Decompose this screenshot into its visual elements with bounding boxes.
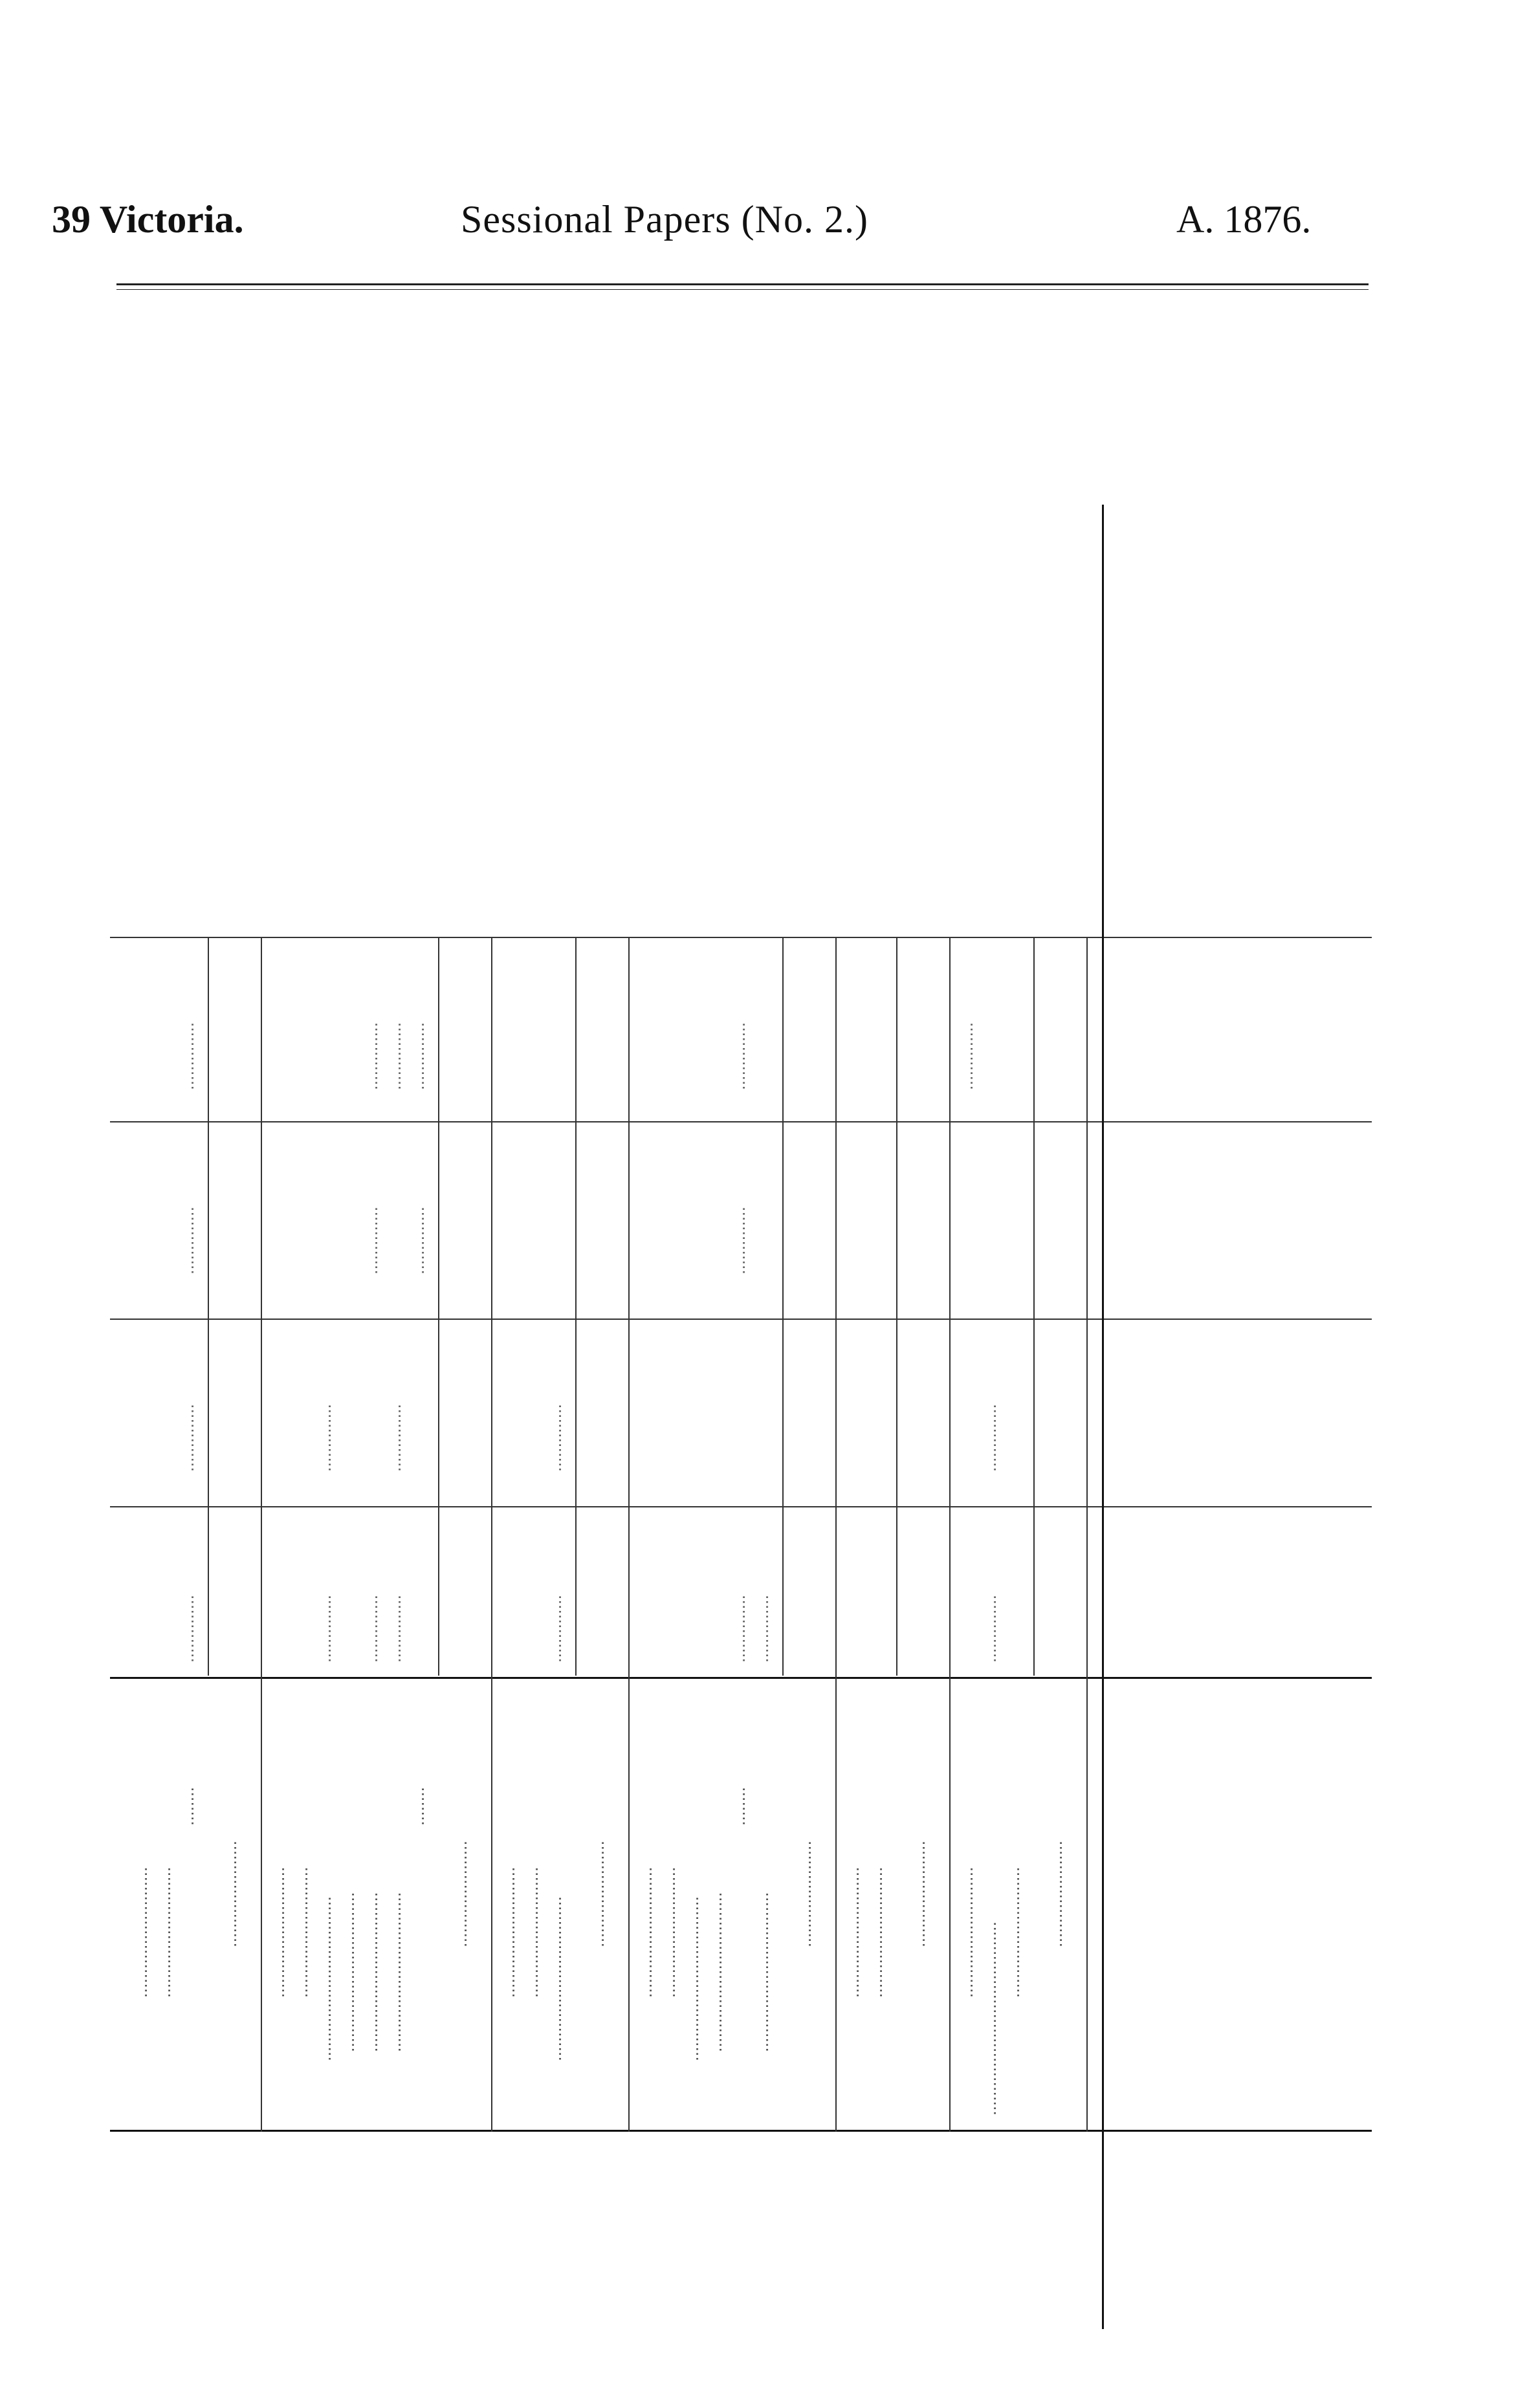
dot-leader: ........................... xyxy=(269,1866,288,1998)
header-title: Sessional Papers (No. 2.) xyxy=(461,198,868,241)
dot-leader: .................................. xyxy=(315,1896,335,2061)
dot-leader: ...................... xyxy=(909,1840,929,1947)
empty-cell-leader: .............. xyxy=(385,1403,404,1472)
dot-leader: ........................... xyxy=(131,1866,151,1998)
section-rule xyxy=(261,938,262,2132)
empty-cell-leader: .............. xyxy=(729,1206,749,1275)
dot-leader: ...................... xyxy=(795,1840,815,1947)
empty-cell-leader: .............. xyxy=(315,1594,335,1663)
subtotal-rule xyxy=(575,938,577,1676)
empty-cell-leader: .............. xyxy=(753,1594,772,1663)
empty-cell-leader: .............. xyxy=(362,1206,381,1275)
dot-leader: ................................. xyxy=(753,1892,772,2052)
dot-leader: ........................... xyxy=(866,1866,886,1998)
empty-cell-leader: .............. xyxy=(957,1022,976,1090)
dot-leader: ........ xyxy=(729,1786,749,1826)
section-rule xyxy=(1086,938,1088,2132)
empty-cell-leader: .............. xyxy=(178,1206,197,1275)
dot-leader: ........................................ xyxy=(980,1921,1000,2116)
empty-cell-leader: .............. xyxy=(178,1403,197,1472)
subtotal-rule xyxy=(438,938,439,1676)
empty-cell-leader: .............. xyxy=(178,1022,197,1090)
dot-leader: ........................... xyxy=(499,1866,518,1998)
dot-leader: ........................... xyxy=(659,1866,679,1998)
empty-cell-leader: .............. xyxy=(729,1594,749,1663)
dot-leader: ................................. xyxy=(706,1892,725,2052)
section-rule xyxy=(949,938,951,2132)
import-statistics-table xyxy=(94,505,1388,2329)
dot-leader: ...................... xyxy=(451,1840,470,1947)
column-rule xyxy=(110,1319,1372,1320)
column-rule xyxy=(110,1506,1372,1507)
header-year: A. 1876. xyxy=(1176,198,1312,241)
header-rule-thin xyxy=(116,289,1369,290)
dot-leader: .................................. xyxy=(545,1896,565,2061)
dot-leader: ........................... xyxy=(292,1866,311,1998)
dot-leader: ........................... xyxy=(1004,1866,1023,1998)
dot-leader: ................................. xyxy=(385,1892,404,2052)
table-left-rule xyxy=(110,2130,1372,2132)
column-rule xyxy=(110,1121,1372,1122)
empty-cell-leader: .............. xyxy=(362,1022,381,1090)
section-rule xyxy=(628,938,630,2132)
empty-cell-leader: .............. xyxy=(385,1594,404,1663)
empty-cell-leader: .............. xyxy=(980,1594,1000,1663)
column-rule xyxy=(110,1677,1372,1679)
empty-cell-leader: .............. xyxy=(315,1403,335,1472)
empty-cell-leader: .............. xyxy=(545,1403,565,1472)
table-bottom-rule xyxy=(1102,505,1104,2329)
subtotal-rule xyxy=(1033,938,1035,1676)
dot-leader: ........ xyxy=(178,1786,197,1826)
empty-cell-leader: .............. xyxy=(980,1403,1000,1472)
header-session: 39 Victoria. xyxy=(52,198,244,241)
subtotal-rule xyxy=(896,938,897,1676)
empty-cell-leader: .............. xyxy=(545,1594,565,1663)
dot-leader: .................................. xyxy=(683,1896,702,2061)
dot-leader: ........................... xyxy=(155,1866,174,1998)
empty-cell-leader: .............. xyxy=(362,1594,381,1663)
header-rule xyxy=(116,283,1369,285)
dot-leader: ........................... xyxy=(843,1866,863,1998)
dot-leader: ................................. xyxy=(362,1892,381,2052)
section-rule xyxy=(835,938,837,2132)
empty-cell-leader: .............. xyxy=(408,1206,428,1275)
section-rule xyxy=(491,938,492,2132)
empty-cell-leader: .............. xyxy=(729,1022,749,1090)
empty-cell-leader: .............. xyxy=(408,1022,428,1090)
dot-leader: ........................... xyxy=(957,1866,976,1998)
column-rule xyxy=(110,937,1372,938)
subtotal-rule xyxy=(208,938,209,1676)
dot-leader: ................................. xyxy=(338,1892,358,2052)
dot-leader: ........................... xyxy=(522,1866,542,1998)
dot-leader: ........ xyxy=(408,1786,428,1826)
empty-cell-leader: .............. xyxy=(178,1594,197,1663)
empty-cell-leader: .............. xyxy=(385,1022,404,1090)
dot-leader: ...................... xyxy=(588,1840,608,1947)
dot-leader: ...................... xyxy=(1046,1840,1066,1947)
subtotal-rule xyxy=(782,938,784,1676)
dot-leader: ........................... xyxy=(636,1866,655,1998)
dot-leader: ...................... xyxy=(221,1840,240,1947)
